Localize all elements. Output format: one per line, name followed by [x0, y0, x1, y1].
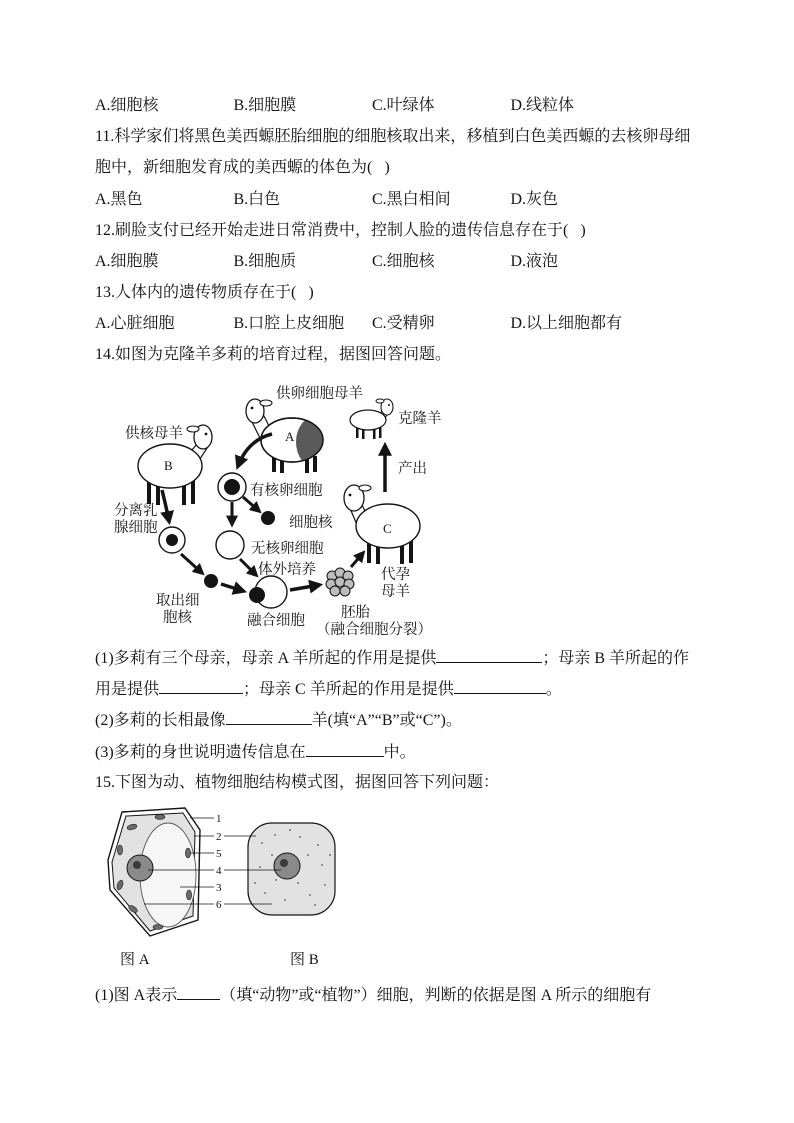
q14-sub3-before: (3)多莉的身世说明遗传信息在: [95, 744, 306, 761]
q13-stem: 13.人体内的遗传物质存在于( ): [95, 284, 314, 301]
option-d: D.以上细胞都有: [510, 315, 623, 332]
q14-sub3-after: 中。: [383, 744, 416, 761]
sheep-c-icon: [344, 485, 420, 564]
option-b: B.细胞膜: [233, 97, 297, 114]
q14-sub2-after: 羊(填“A”“B”或“C”)。: [311, 712, 462, 729]
option-b: B.细胞质: [233, 253, 297, 270]
option-a: A.细胞膜: [95, 253, 159, 270]
callout-6: 6: [216, 899, 222, 911]
arrow-fused-to-embryo: [290, 585, 319, 590]
option-d: D.线粒体: [510, 97, 575, 114]
q12-stem: 12.刷脸支付已经开始走进日常消费中，控制人脸的遗传信息存在于( ): [95, 222, 586, 239]
q14-sub1-text-b: ；母亲 B 羊所起的作: [542, 650, 690, 667]
answer-blank: [177, 985, 220, 1000]
extracted-nucleus: [204, 574, 218, 588]
label-extract-line1: 取出细: [156, 593, 200, 609]
q15-stem: 15.下图为动、植物细胞结构模式图，据图回答下列问题：: [95, 774, 500, 791]
answer-blank: [436, 648, 542, 663]
label-surrogate-line2: 母羊: [381, 584, 410, 600]
q11-stem-line1: 11.科学家们将黑色美西螈胚胎细胞的细胞核取出来，移植到白色美西螈的去核卵母细: [95, 128, 691, 145]
option-c: C.叶绿体: [372, 97, 435, 114]
q15-sub1-after: （填“动物”或“植物”）细胞，判断的依据是图 A 所示的细胞有: [220, 987, 652, 1004]
q12-options: [95, 252, 649, 272]
sheep-a-letter: A: [285, 429, 295, 444]
label-surrogate-line1: 代孕: [381, 567, 410, 583]
arrow-embryo-to-c: [351, 553, 363, 567]
caption-figure-b: 图 B: [290, 952, 319, 968]
enucleated-egg-cell: [216, 531, 244, 559]
label-nucleated-egg: 有核卵细胞: [250, 483, 323, 499]
q15-sub1-before: (1)图 A表示: [95, 987, 178, 1004]
caption-figure-a: 图 A: [120, 952, 150, 968]
label-birth: 产出: [398, 461, 427, 477]
mammary-gland-cell: [159, 527, 185, 553]
q14-sub2-before: (2)多莉的长相最像: [95, 712, 226, 729]
callout-3: 3: [216, 882, 222, 894]
animal-nucleus: [274, 853, 300, 879]
option-d: D.液泡: [510, 253, 559, 270]
callout-5: 5: [216, 848, 222, 860]
option-a: A.心脏细胞: [95, 315, 175, 332]
q11-stem-line2: 胞中，新细胞发育成的美西螈的体色为( ): [95, 159, 390, 176]
cloning-diagram: [100, 378, 450, 640]
option-c: C.细胞核: [372, 253, 435, 270]
q14-sub3: [95, 742, 416, 762]
arrow-enucleated-to-fused: [240, 559, 256, 575]
q14-sub1-text-e: 。: [545, 681, 562, 698]
label-culture: 体外培养: [258, 562, 316, 578]
answer-blank: [306, 742, 384, 757]
cell-structure-diagram: [100, 805, 345, 945]
callout-4: 4: [216, 865, 222, 877]
option-c: C.受精卵: [372, 315, 435, 332]
plant-cell: [108, 808, 200, 936]
label-egg-nucleus: 细胞核: [289, 515, 333, 531]
arrow-egg-to-nucleus: [243, 497, 259, 511]
answer-blank: [159, 679, 243, 694]
option-a: A.细胞核: [95, 97, 159, 114]
callout-1: 1: [216, 813, 222, 825]
option-b: B.口腔上皮细胞: [233, 315, 345, 332]
nucleated-egg-cell: [218, 473, 246, 501]
label-donor-nucleus-ewe: 供核母羊: [125, 426, 183, 442]
label-separate-line1: 分离乳: [114, 503, 158, 519]
label-donor-egg-ewe: 供卵细胞母羊: [276, 386, 363, 402]
q13-options: [95, 314, 649, 334]
sheep-c-letter: C: [383, 521, 392, 536]
q14-sub1-line1: [95, 648, 689, 668]
option-b: B.白色: [233, 191, 281, 208]
option-d: D.灰色: [510, 191, 559, 208]
arrow-b-to-gland-cell: [162, 490, 169, 521]
q14-sub1-line2: [95, 679, 562, 699]
q14-sub1-text-c: 用是提供: [95, 681, 160, 698]
q14-sub2: [95, 710, 462, 730]
q14-sub1-text-d: ；母亲 C 羊所起的作用是提供: [243, 681, 454, 698]
callout-2: 2: [216, 831, 222, 843]
label-extract-line2: 胞核: [163, 610, 192, 626]
label-enucleated-egg: 无核卵细胞: [251, 541, 324, 557]
q14-stem: 14.如图为克隆羊多莉的培育过程，据图回答问题。: [95, 346, 452, 363]
fused-cell: [249, 576, 287, 608]
sheep-b-letter: B: [164, 458, 173, 473]
embryo-cluster: [326, 568, 354, 596]
label-separate-line2: 腺细胞: [114, 520, 158, 536]
label-fused-cell: 融合细胞: [247, 613, 305, 629]
plant-nucleus: [127, 855, 153, 881]
q14-sub1-text-a: (1)多莉有三个母亲，母亲 A 羊所起的作用是提供: [95, 650, 437, 667]
arrow-gland-to-nucleus: [181, 554, 202, 573]
arrow-nucleus-to-fused: [221, 584, 243, 591]
q10-options: [95, 96, 649, 116]
animal-cell: [248, 823, 335, 915]
option-a: A.黑色: [95, 191, 143, 208]
clone-sheep-icon: [350, 399, 393, 439]
removed-egg-nucleus: [261, 511, 275, 525]
option-c: C.黑白相间: [372, 191, 451, 208]
q11-options: [95, 190, 649, 210]
label-clone: 克隆羊: [398, 411, 442, 427]
label-embryo: 胚胎: [341, 605, 370, 621]
answer-blank: [226, 710, 312, 725]
label-embryo-note: （融合细胞分裂）: [316, 622, 432, 638]
answer-blank: [454, 679, 546, 694]
q15-sub1: [95, 985, 651, 1005]
